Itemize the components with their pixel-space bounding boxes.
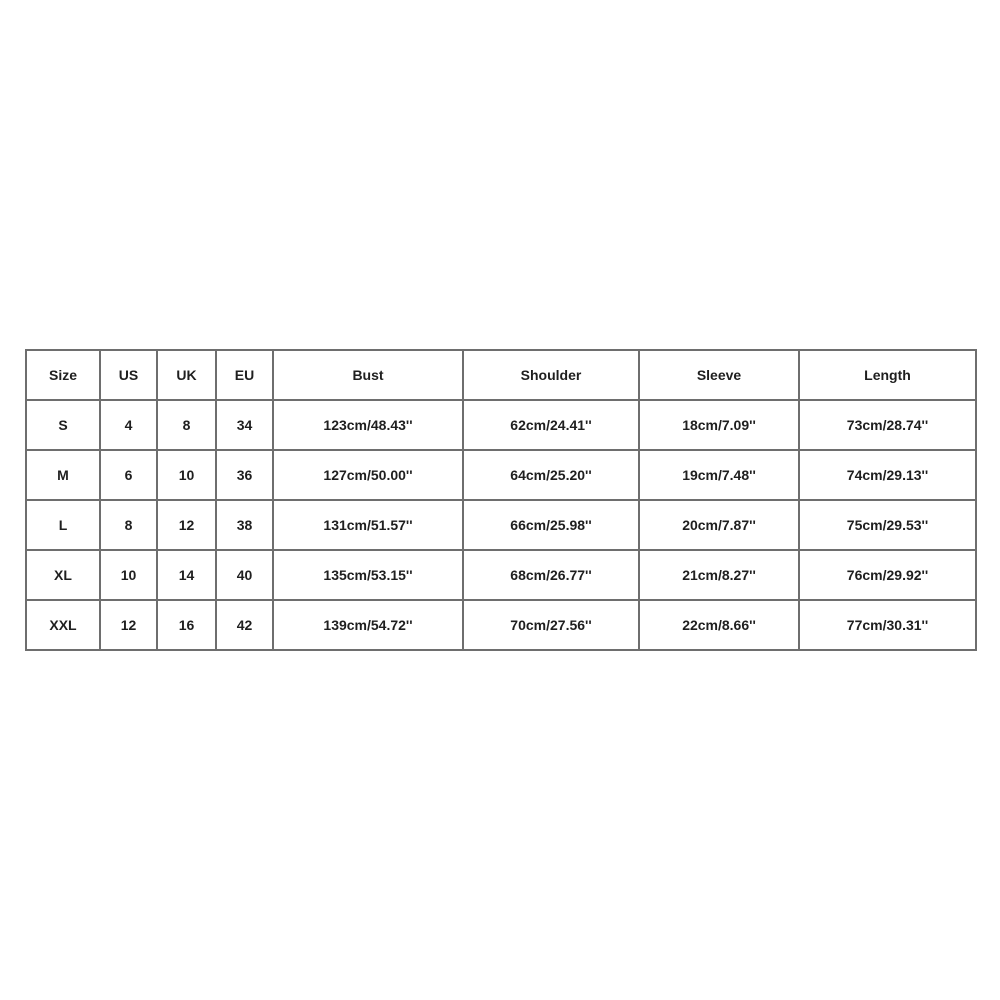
cell-length: 75cm/29.53'' [799,500,976,550]
cell-eu: 42 [216,600,273,650]
cell-shoulder: 64cm/25.20'' [463,450,639,500]
cell-uk: 14 [157,550,216,600]
cell-shoulder: 70cm/27.56'' [463,600,639,650]
cell-us: 12 [100,600,157,650]
cell-sleeve: 20cm/7.87'' [639,500,799,550]
cell-sleeve: 21cm/8.27'' [639,550,799,600]
cell-uk: 16 [157,600,216,650]
cell-sleeve: 22cm/8.66'' [639,600,799,650]
cell-length: 76cm/29.92'' [799,550,976,600]
cell-uk: 10 [157,450,216,500]
cell-shoulder: 66cm/25.98'' [463,500,639,550]
cell-bust: 135cm/53.15'' [273,550,463,600]
cell-bust: 139cm/54.72'' [273,600,463,650]
cell-size: S [26,400,100,450]
header-length: Length [799,350,976,400]
cell-size: XL [26,550,100,600]
cell-shoulder: 68cm/26.77'' [463,550,639,600]
cell-bust: 131cm/51.57'' [273,500,463,550]
cell-us: 6 [100,450,157,500]
header-uk: UK [157,350,216,400]
size-chart-table [25,349,977,651]
cell-length: 74cm/29.13'' [799,450,976,500]
cell-size: M [26,450,100,500]
table-row [26,400,976,450]
cell-us: 8 [100,500,157,550]
cell-bust: 123cm/48.43'' [273,400,463,450]
cell-sleeve: 19cm/7.48'' [639,450,799,500]
header-eu: EU [216,350,273,400]
cell-us: 10 [100,550,157,600]
cell-bust: 127cm/50.00'' [273,450,463,500]
table-row [26,450,976,500]
header-sleeve: Sleeve [639,350,799,400]
cell-uk: 8 [157,400,216,450]
table-row [26,500,976,550]
header-bust: Bust [273,350,463,400]
cell-eu: 36 [216,450,273,500]
cell-eu: 40 [216,550,273,600]
cell-shoulder: 62cm/24.41'' [463,400,639,450]
table-header-row [26,350,976,400]
cell-eu: 34 [216,400,273,450]
cell-length: 73cm/28.74'' [799,400,976,450]
cell-uk: 12 [157,500,216,550]
cell-length: 77cm/30.31'' [799,600,976,650]
cell-sleeve: 18cm/7.09'' [639,400,799,450]
header-shoulder: Shoulder [463,350,639,400]
cell-size: L [26,500,100,550]
header-size: Size [26,350,100,400]
cell-us: 4 [100,400,157,450]
header-us: US [100,350,157,400]
cell-size: XXL [26,600,100,650]
cell-eu: 38 [216,500,273,550]
table-row [26,550,976,600]
table-row [26,600,976,650]
